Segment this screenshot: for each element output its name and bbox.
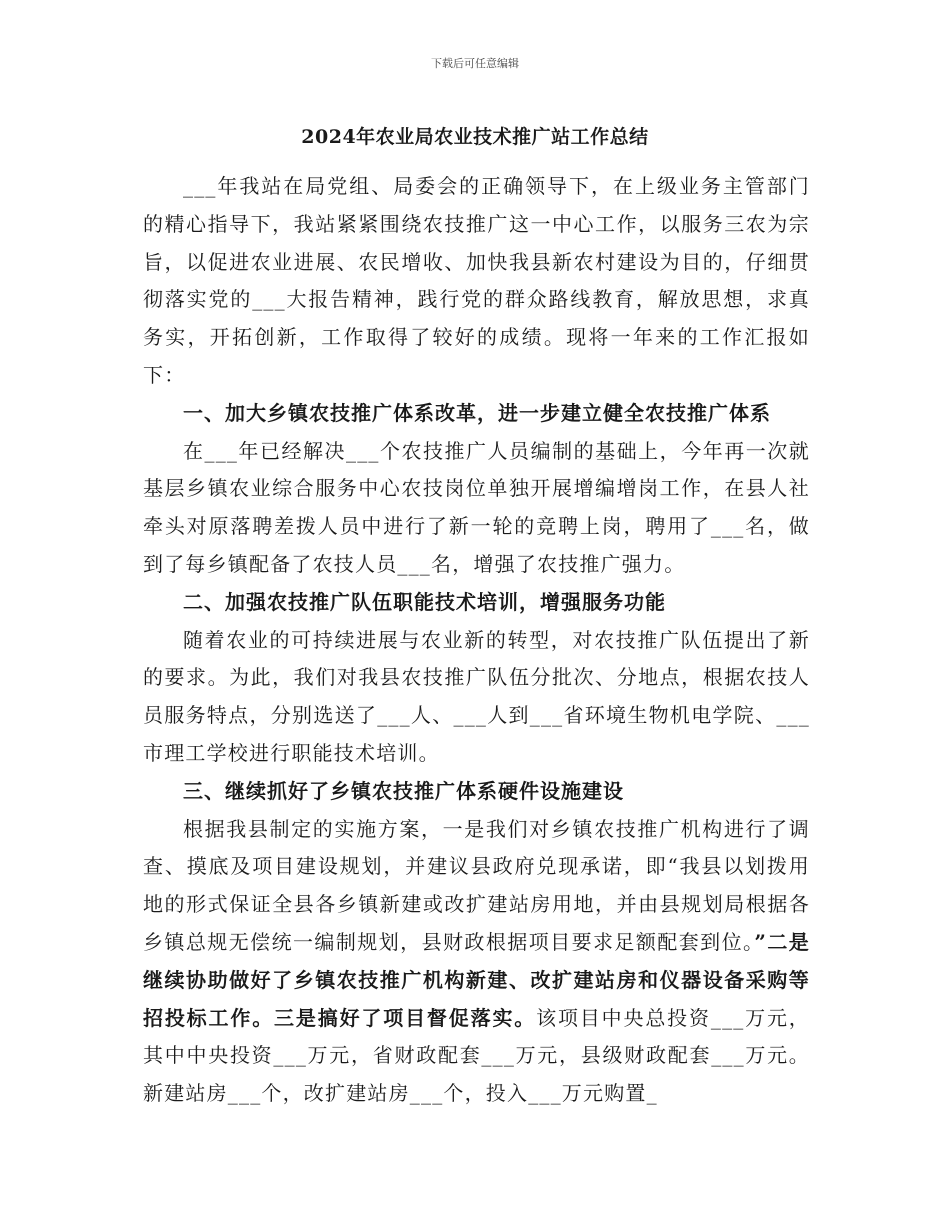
header-note: 下载后可任意编辑 [431,57,519,70]
section-3-text-part1: 根据我县制定的实施方案，一是我们对乡镇农技推广机构进行了调查、摸底及项目建设规划，并建议县政府兑现承诺，即“我县以划拨用地的形式保证全县各乡镇新建或改扩建站房用地，并由县规划局根据各乡镇总规无偿统一编制规划，县财政根据项目要求足额配套到位。 [143,816,810,954]
document-body [143,168,810,1113]
section-1-text: 在___年已经解决___个农技推广人员编制的基础上，今年再一次就基层乡镇农业综合服务中心农技岗位单独开展增编增岗工作，在县人社牵头对原落聘差拨人员中进行了新一轮的竞聘上岗，聘用了___名，做到了每乡镇配备了农技人员___名，增强了农技推广强力。 [143,438,810,576]
section-3-text-part2: 该项目中央总投资___万元，其中中央投资___万元，省财政配套___万元，县级财政配套___万元。新建站房___个，改扩建站房___个，投入___万元购置_ [143,1005,810,1106]
section-3-text [143,811,810,1113]
section-3-heading: 三、继续抓好了乡镇农技推广体系硬件设施建设 [183,778,624,803]
section-2-heading: 二、加强农技推广队伍职能技术培训，增强服务功能 [183,589,666,614]
intro-paragraph: ___年我站在局党组、局委会的正确领导下，在上级业务主管部门的精心指导下，我站紧紧围绕农技推广这一中心工作，以服务三农为宗旨，以促进农业进展、农民增收、加快我县新农村建设为目的，仔细贯彻落实党的___大报告精神，践行党的群众路线教育，解放思想，求真务实，开拓创新，工作取得了较好的成绩。现将一年来的工作汇报如下： [143,174,810,387]
section-2-text: 随着农业的可持续进展与农业新的转型，对农技推广队伍提出了新的要求。为此，我们对我县农技推广队伍分批次、分地点，根据农技人员服务特点，分别选送了___人、___人到___省环境生物机电学院、___市理工学校进行职能技术培训。 [143,627,810,765]
section-3-text-bold: ”二是继续协助做好了乡镇农技推广机构新建、改扩建站房和仪器设备采购等招投标工作。三是搞好了项目督促落实。 [143,929,810,1030]
section-1-heading: 一、加大乡镇农技推广体系改革，进一步建立健全农技推广体系 [183,400,771,425]
document-title: 2024年农业局农业技术推广站工作总结 [301,126,649,148]
